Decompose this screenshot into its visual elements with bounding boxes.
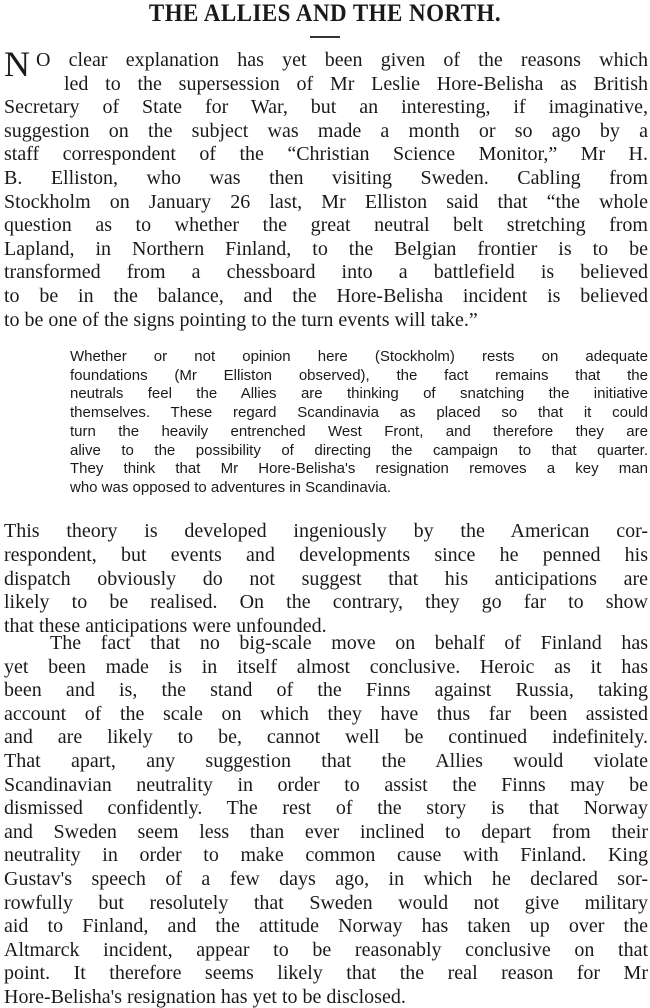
text-line: neutrality in order to make common cause with Finland. King [4,844,648,867]
headline: THE ALLIES AND THE NORTH. [148,0,502,27]
text-line: themselves. These regard Scandinavia as placed so that it could [70,404,648,422]
text-line: that these anticipations were unfounded. [4,615,327,638]
text-line: Hore-Belisha's resignation has yet to be disclosed. [4,986,406,1008]
text-line: and Sweden seem less than ever inclined to depart from their [4,820,648,843]
text-line: account of the scale on which they have thus far been assisted [4,702,648,725]
text-line: Gustav's speech of a few days ago, in which he declared sor- [4,868,648,890]
text-line: Lapland, in Northern Finland, to the Belgian frontier is to be [4,237,648,260]
text-line: likely to be realised. On the contrary, they go far to show [4,591,648,614]
text-line: Stockholm on January 26 last, Mr Elliston said that “the whole [4,190,648,213]
text-line: They think that Mr Hore-Belisha's resignation removes a key man [70,460,648,478]
text-line: question as to whether the great neutral belt stretching from [4,214,648,237]
text-line: Altmarck incident, appear to be reasonably conclusive on that [4,938,648,961]
text-line: aid to Finland, and the attitude Norway has taken up over the [4,915,648,938]
text-line: This theory is developed ingeniously by the American cor- [4,520,648,542]
text-line: neutrals feel the Allies are thinking of snatching the initiative [70,385,648,403]
text-line: to be one of the signs pointing to the turn events will take.” [4,308,478,331]
text-line: O clear explanation has yet been given of the reasons which [36,49,648,71]
text-line: The fact that no big-scale move on behalf of Finland has [50,632,648,654]
text-line: alive to the possibility of directing the campaign to that quarter. [70,441,648,459]
text-line: respondent, but events and developments since he penned his [4,543,648,566]
text-line: staff correspondent of the “Christian Science Monitor,” Mr H. [4,143,648,166]
text-line: Whether or not opinion here (Stockholm) rests on adequate [70,348,648,365]
text-line: Secretary of State for War, but an interesting, if imaginative, [4,96,648,119]
text-line: point. It therefore seems likely that the real reason for Mr [4,962,648,985]
text-line: turn the heavily entrenched West Front, and therefore they are [70,422,648,440]
text-line: dispatch obviously do not suggest that his anticipations are [4,567,648,590]
text-line: foundations (Mr Elliston observed), the fact remains that the [70,366,648,384]
drop-cap: N [4,44,30,84]
headline-rule [310,36,340,38]
text-line: been and is, the stand of the Finns against Russia, taking [4,679,648,702]
text-line: That apart, any suggestion that the Allies would violate [4,750,648,772]
text-line: suggestion on the subject was made a month or so ago by a [4,119,648,142]
text-line: transformed from a chessboard into a battlefield is believed [4,261,648,284]
text-line: dismissed confidently. The rest of the story is that Norway [4,797,648,820]
text-line: B. Elliston, who was then visiting Sweden. Cabling from [4,167,648,189]
text-line: who was opposed to adventures in Scandinavia. [70,478,392,496]
text-line: yet been made is in itself almost conclusive. Heroic as it has [4,655,648,678]
text-line: led to the supersession of Mr Leslie Hore-Belisha as British [64,72,648,95]
text-line: and are likely to be, cannot well be continued indefinitely. [4,726,648,749]
text-line: to be in the balance, and the Hore-Belisha incident is believed [4,285,648,307]
text-line: Scandinavian neutrality in order to assist the Finns may be [4,773,648,796]
text-line: rowfully but resolutely that Sweden would not give military [4,891,648,914]
